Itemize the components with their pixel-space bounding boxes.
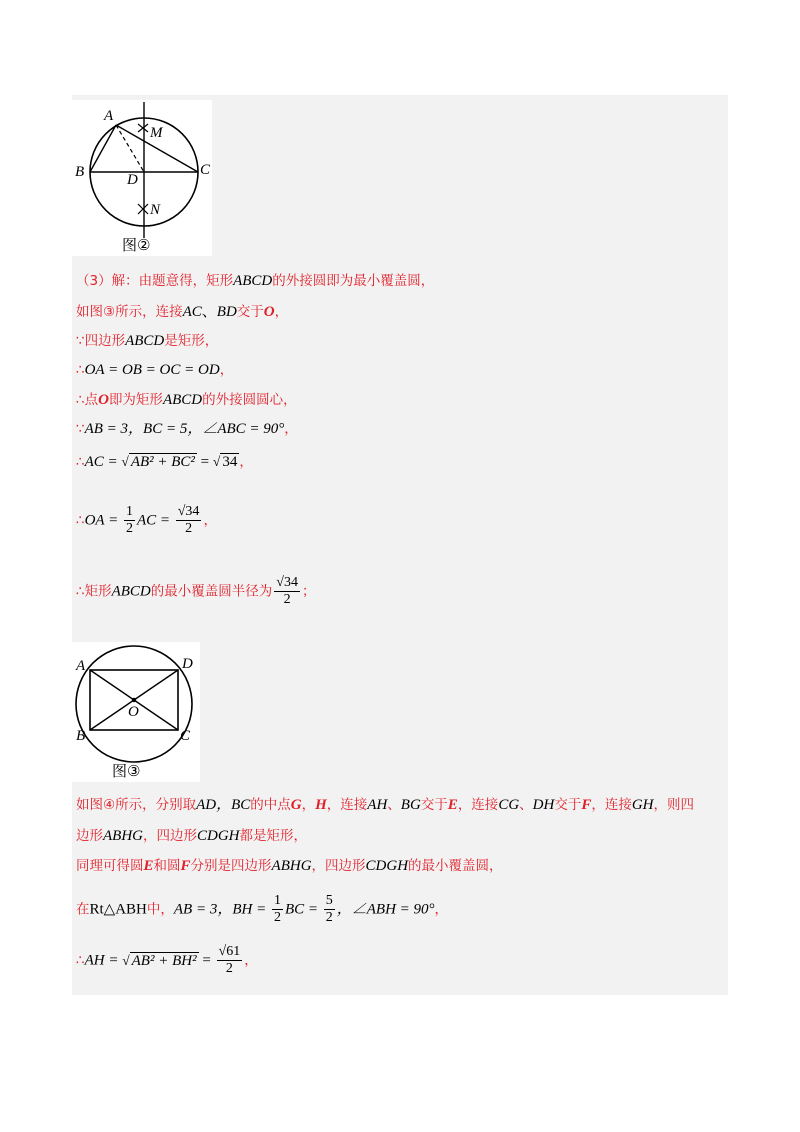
sol3-line6: ∵AB = 3，BC = 5，∠ABC = 90°，	[76, 421, 298, 437]
fig3-caption: 图③	[112, 762, 141, 780]
sol3-line2: 如图③所示，连接AC、BD交于O，	[76, 304, 289, 320]
figure-3	[72, 642, 200, 782]
sol4-line1: 如图④所示，分别取AD，BC的中点G，H，连接AH、BG交于E，连接CG、DH交于F，连接GH，则四	[76, 797, 695, 813]
fraction-radius: $\frac{√34}{2}$	[276, 575, 298, 607]
fig2-caption: 图②	[122, 236, 151, 254]
sol3-line7: ∴AC = √ AB² + BC² = √ 34 ，	[76, 454, 253, 470]
fig2-label-B: B	[75, 164, 85, 180]
fig3-label-A: A	[76, 658, 86, 674]
sol3-line4: ∴OA = OB = OC = OD，	[76, 362, 234, 378]
sol3-line3: ∵四边形ABCD是矩形，	[76, 333, 219, 349]
figure-3-diagram	[72, 642, 200, 782]
fig3-label-C: C	[180, 728, 191, 744]
fig2-label-M: M	[150, 125, 163, 141]
sol4-line2: 边形ABHG，四边形CDGH都是矩形，	[76, 828, 308, 844]
sol3-line1: （3）解：由题意得，矩形ABCD的外接圆即为最小覆盖圆，	[76, 273, 435, 289]
fraction-sqrt61-over-2: $\frac{√61}{2}$	[218, 944, 241, 976]
figure-2	[72, 100, 212, 256]
fig2-label-N: N	[150, 202, 161, 218]
fig3-label-D: D	[182, 656, 193, 672]
fraction-one-half-b: $\frac{1}{2}$	[273, 893, 281, 925]
fig2-label-C: C	[200, 162, 211, 178]
sol4-line4: 在Rt△ABH中，AB = 3，BH = $\frac{1}{2}$ BC = $\frac{5}{2}$ ，∠ABH = 90°，	[76, 893, 449, 925]
fig2-label-A: A	[104, 108, 114, 124]
fraction-sqrt34-over-2: $\frac{√34}{2}$	[177, 504, 200, 536]
sol4-line5: ∴AH = √ AB² + BH² = $\frac{√61}{2}$ ，	[76, 944, 258, 976]
sol3-line8: ∴OA = $\frac{1}{2}$ AC = $\frac{√34}{2}$ ，	[76, 504, 217, 536]
fig2-label-D: D	[127, 172, 138, 188]
sol3-line9: ∴矩形ABCD的最小覆盖圆半径为 $\frac{√34}{2}$ ；	[76, 575, 316, 607]
figure-2-diagram	[72, 100, 212, 256]
sol3-line5: ∴点O即为矩形ABCD的外接圆圆心，	[76, 392, 297, 408]
fraction-five-halves: $\frac{5}{2}$	[325, 893, 333, 925]
fig3-label-O: O	[128, 704, 139, 720]
fraction-one-half: $\frac{1}{2}$	[125, 504, 133, 536]
fig3-label-B: B	[76, 728, 86, 744]
sol4-line3: 同理可得圆E和圆F分别是四边形ABHG，四边形CDGH的最小覆盖圆，	[76, 858, 503, 874]
